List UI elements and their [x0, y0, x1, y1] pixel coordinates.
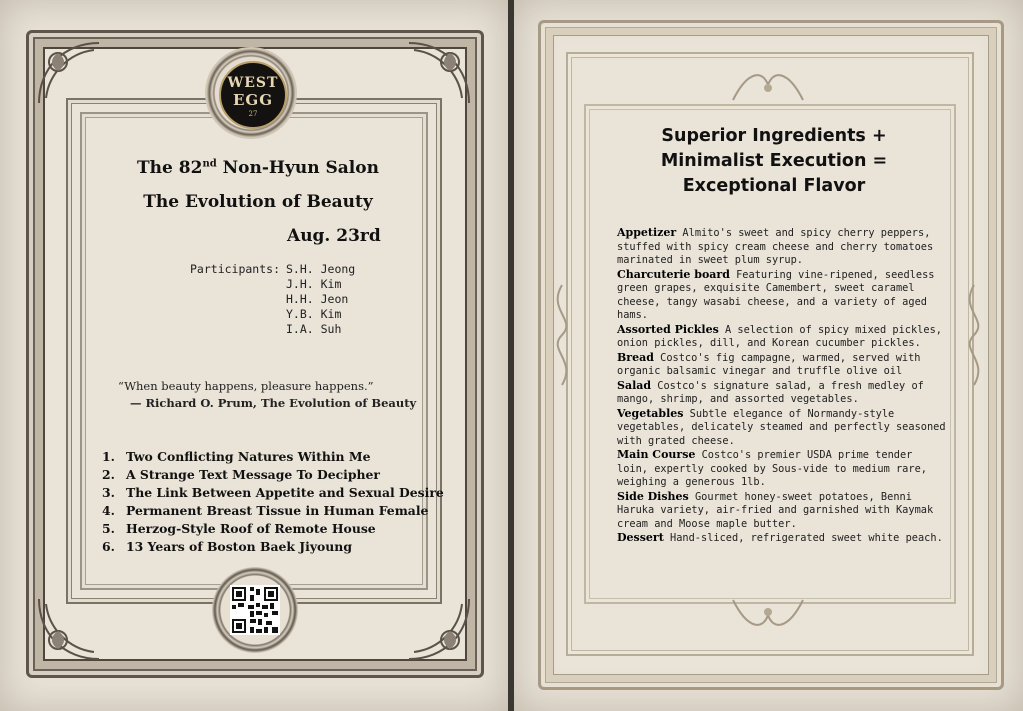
course-description: Gourmet honey-sweet potatoes, Benni Haruka variety, air-fried and garnished with Kaymak cream and Moose maple butter. — [617, 490, 934, 530]
course-description: Costco's premier USDA prime tender loin, expertly cooked by Sous-vide to medium rare, weighing a generous 1lb. — [617, 449, 927, 488]
topic-item: 1. Two Conflicting Natures Within Me — [102, 449, 371, 464]
top-scroll-ornament-icon — [728, 60, 808, 110]
menu-course — [617, 351, 947, 379]
qr-code-icon[interactable] — [230, 585, 280, 635]
course-name: Appetizer — [617, 226, 677, 239]
participant-name: J.H. Kim — [286, 277, 342, 291]
quote-attribution: — Richard O. Prum, The Evolution of Beauty — [130, 396, 417, 410]
course-description: Subtle elegance of Normandy-style vegetables, delicately steamed and perfectly seasoned with grated cheese. — [617, 407, 946, 447]
topics-list — [102, 448, 444, 556]
menu-card — [514, 0, 1023, 711]
menu-heading-line: Exceptional Flavor — [682, 176, 866, 196]
participant-name: H.H. Jeon — [286, 292, 349, 306]
course-description: Featuring vine-ripened, seedless green grapes, exquisite Camembert, sweet caramel cheese, tangy wasabi cheese, and a variety of aged hams. — [617, 268, 935, 321]
course-description: Hand-sliced, refrigerated sweet white peach. — [663, 532, 943, 544]
course-name: Vegetables — [617, 406, 684, 420]
participant-name: S.H. Jeong — [286, 262, 356, 276]
topic-item: 5. Herzog-Style Roof of Remote House — [102, 521, 376, 536]
menu-course — [617, 448, 947, 490]
menu-course — [617, 268, 947, 323]
side-scroll-ornament-icon — [954, 280, 994, 390]
course-name: Assorted Pickles — [617, 322, 719, 336]
menu-course — [617, 323, 947, 351]
topic-item: 3. The Link Between Appetite and Sexual Desire — [102, 485, 444, 500]
course-name: Bread — [617, 350, 654, 364]
course-name: Charcuterie board — [617, 267, 730, 281]
menu-course — [617, 490, 947, 532]
menu-heading-line: Superior Ingredients + — [661, 126, 887, 146]
logo-text-egg: EGG — [232, 91, 274, 109]
salon-title: The 82nd Non-Hyun Salon — [137, 158, 379, 178]
course-description: A selection of spicy mixed pickles, onion pickles, dill, and Korean cucumber pickles. — [617, 323, 942, 349]
course-description: Almito's sweet and spicy cherry peppers, stuffed with spicy cream cheese and cherry tomatoes marinated in sweet plum syrup. — [617, 227, 934, 266]
logo-text-west: WEST — [227, 75, 279, 91]
menu-heading-line: Minimalist Execution = — [660, 151, 888, 171]
participant-name: Y.B. Kim — [286, 307, 342, 321]
menu-course — [617, 226, 947, 268]
salon-date: Aug. 23rd — [287, 226, 381, 246]
west-egg-logo — [205, 47, 297, 139]
bottom-scroll-ornament-icon — [728, 590, 808, 640]
topic-item: 2. A Strange Text Message To Decipher — [102, 467, 380, 482]
corner-ornament-icon — [404, 38, 474, 108]
course-name: Main Course — [617, 448, 696, 461]
course-name: Side Dishes — [617, 489, 689, 503]
corner-ornament-icon — [34, 594, 104, 664]
invitation-card — [0, 0, 508, 711]
topic-item: 6. 13 Years of Boston Baek Jiyoung — [102, 539, 352, 554]
topic-item: 4. Permanent Breast Tissue in Human Female — [102, 503, 429, 518]
menu-course-list — [617, 226, 947, 546]
course-description: Costco's fig campagne, warmed, served with organic balsamic vinegar and truffle olive oil — [617, 351, 921, 377]
menu-course — [617, 379, 947, 407]
participants-list — [286, 262, 355, 337]
course-description: Costco's signature salad, a fresh medley of mango, shrimp, and assorted vegetables. — [617, 379, 924, 405]
participant-name: I.A. Suh — [286, 322, 342, 336]
qr-code-medallion[interactable] — [212, 567, 298, 653]
menu-course — [617, 407, 947, 449]
course-name: Salad — [617, 378, 652, 392]
logo-number: 27 — [248, 110, 258, 118]
salon-subtitle: The Evolution of Beauty — [143, 192, 373, 212]
participants-label: Participants: — [190, 262, 281, 276]
course-name: Dessert — [617, 531, 664, 544]
quote-text: “When beauty happens, pleasure happens.” — [118, 379, 374, 393]
corner-ornament-icon — [34, 38, 104, 108]
menu-course — [617, 531, 947, 546]
side-scroll-ornament-icon — [542, 280, 582, 390]
corner-ornament-icon — [404, 594, 474, 664]
